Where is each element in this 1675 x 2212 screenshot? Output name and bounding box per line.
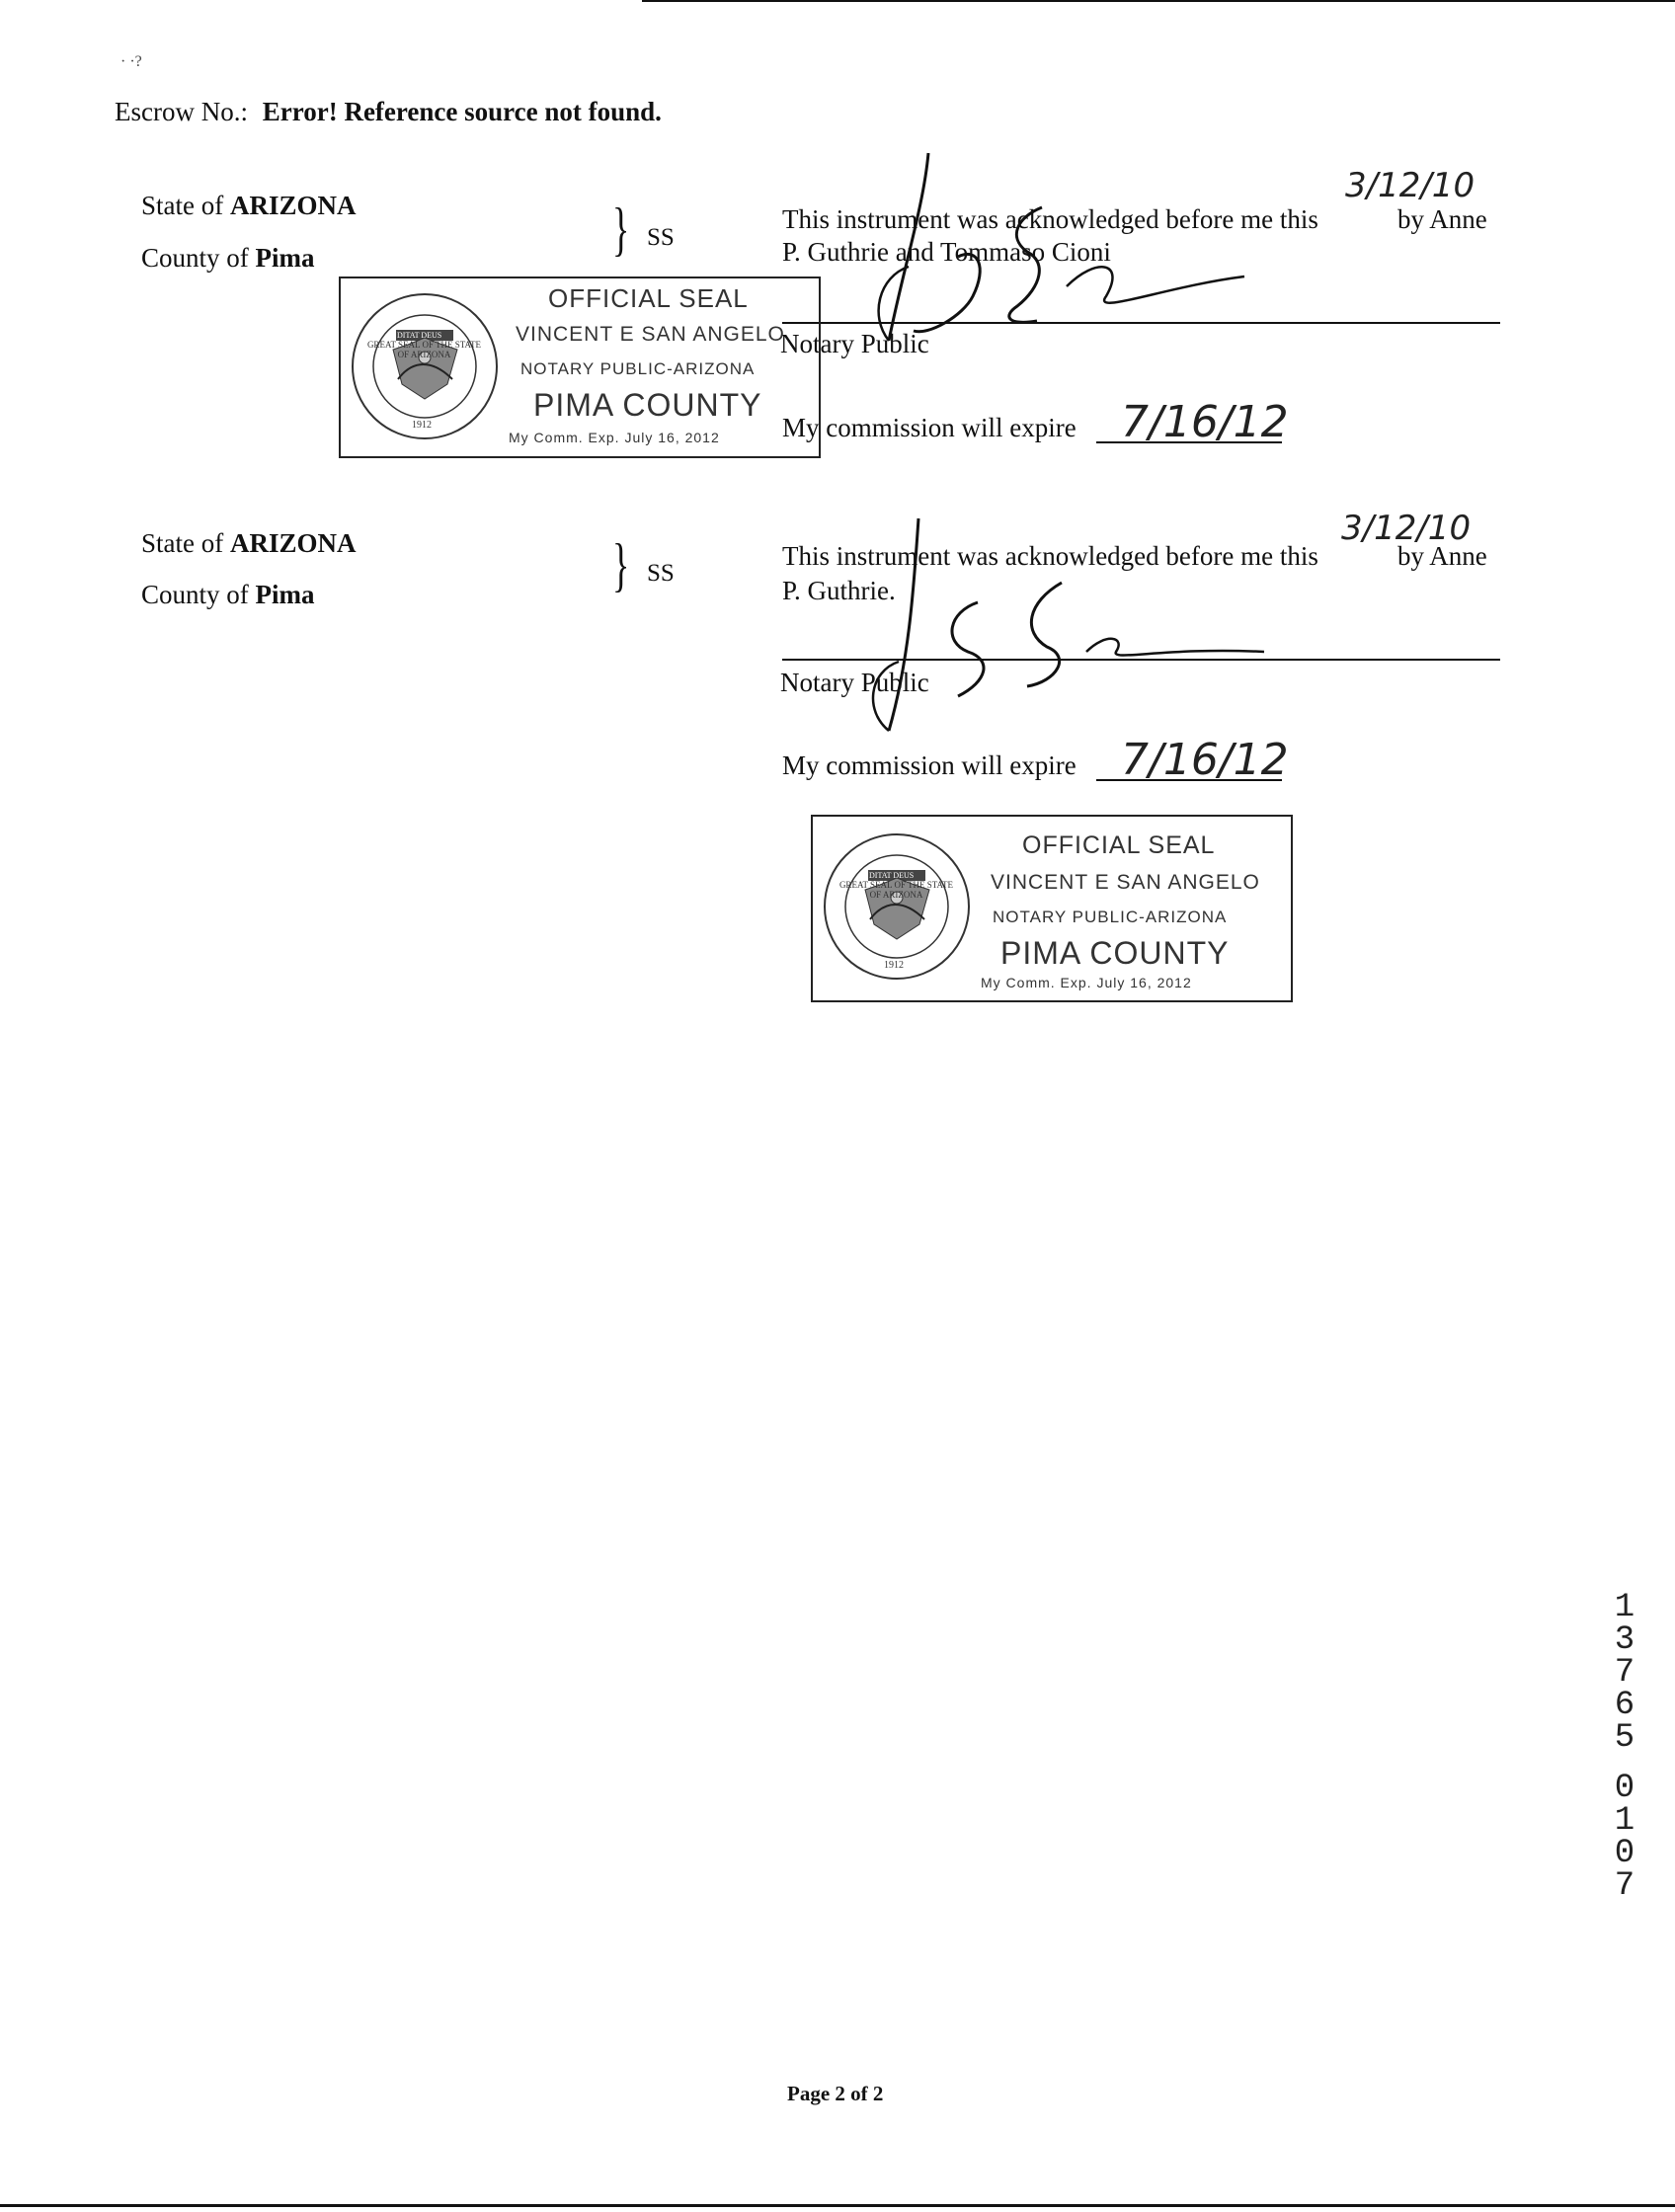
block2-commission: My commission will expire	[782, 750, 1077, 780]
recording-number-digit: 1	[1614, 1589, 1635, 1626]
seal2-line5: My Comm. Exp. July 16, 2012	[981, 975, 1192, 990]
block2-signature-rule	[782, 659, 1500, 661]
seal1-motto: DITAT DEUS	[397, 331, 442, 340]
recording-number-digit: 0	[1614, 1770, 1635, 1807]
block2-handwritten-date: 3/12/10	[1341, 509, 1472, 548]
scan-marks: · ·?	[120, 53, 142, 70]
block1-county: County of Pima	[141, 243, 315, 273]
seal2-line3: NOTARY PUBLIC-ARIZONA	[993, 908, 1228, 926]
block2-brace: }	[612, 532, 630, 597]
recording-number-digit: 7	[1614, 1867, 1635, 1905]
block2-county: County of Pima	[141, 580, 315, 609]
recording-number-digit: 0	[1614, 1835, 1635, 1872]
seal2-line4: PIMA COUNTY	[1000, 935, 1230, 971]
seal1-year: 1912	[412, 420, 432, 431]
seal2-line1: OFFICIAL SEAL	[1022, 831, 1216, 859]
block2-notary-label: Notary Public	[780, 668, 929, 697]
block2-commission-date: 7/16/12	[1121, 735, 1289, 785]
block1-by: by Anne	[1397, 204, 1487, 234]
seal2-motto: DITAT DEUS	[869, 871, 915, 880]
escrow-line	[115, 99, 662, 125]
block1-brace: }	[612, 197, 630, 262]
block2-by: by Anne	[1397, 541, 1487, 571]
bottom-border-line	[0, 2204, 1675, 2207]
seal1-ring-text: GREAT SEAL OF THE STATE OF ARIZONA	[366, 340, 482, 359]
recording-number-vertical	[1610, 1589, 1639, 1905]
seal1-line2: VINCENT E SAN ANGELO	[516, 323, 785, 346]
block1-handwritten-date: 3/12/10	[1345, 166, 1476, 205]
seal2-ring-text: GREAT SEAL OF THE STATE OF ARIZONA	[838, 880, 954, 900]
seal2-line2: VINCENT E SAN ANGELO	[991, 871, 1260, 894]
block1-commission: My commission will expire	[782, 413, 1077, 442]
block2-ack-line2: P. Guthrie.	[782, 576, 896, 605]
page-number: Page 2 of 2	[787, 2082, 884, 2105]
recording-number-digit: 5	[1614, 1719, 1635, 1757]
block2-ack-line1: This instrument was acknowledged before me this	[782, 541, 1318, 571]
escrow-label: Escrow No.:	[115, 97, 248, 126]
block1-ack-line1: This instrument was acknowledged before me this	[782, 204, 1318, 234]
recording-number-digit: 3	[1614, 1621, 1635, 1659]
recording-number-digit: 6	[1614, 1687, 1635, 1724]
recording-number	[1610, 1589, 1639, 1905]
seal1-line1: OFFICIAL SEAL	[548, 283, 749, 313]
recording-number-digit: 1	[1614, 1802, 1635, 1840]
block1-signature	[869, 148, 1284, 346]
notary-seal-2	[811, 815, 1293, 1002]
block1-notary-label: Notary Public	[780, 329, 929, 358]
block1-commission-date: 7/16/12	[1121, 397, 1289, 447]
block1-ss: SS	[647, 224, 675, 251]
seal1-line5: My Comm. Exp. July 16, 2012	[509, 430, 720, 445]
block1-ack-line2: P. Guthrie and Tommaso Cioni	[782, 237, 1111, 267]
block1-state: State of ARIZONA	[141, 191, 357, 220]
block2-ss: SS	[647, 560, 675, 587]
seal2-year: 1912	[884, 960, 904, 971]
recording-number-digit: 7	[1614, 1654, 1635, 1692]
top-border-line	[642, 0, 1675, 2]
seal1-line4: PIMA COUNTY	[533, 387, 762, 423]
block1-signature-rule	[782, 322, 1500, 324]
block2-state: State of ARIZONA	[141, 528, 357, 558]
seal1-line3: NOTARY PUBLIC-ARIZONA	[520, 359, 756, 378]
block2-signature	[849, 514, 1284, 750]
notary-seal-1	[339, 276, 821, 458]
escrow-value: Error! Reference source not found.	[262, 97, 662, 126]
